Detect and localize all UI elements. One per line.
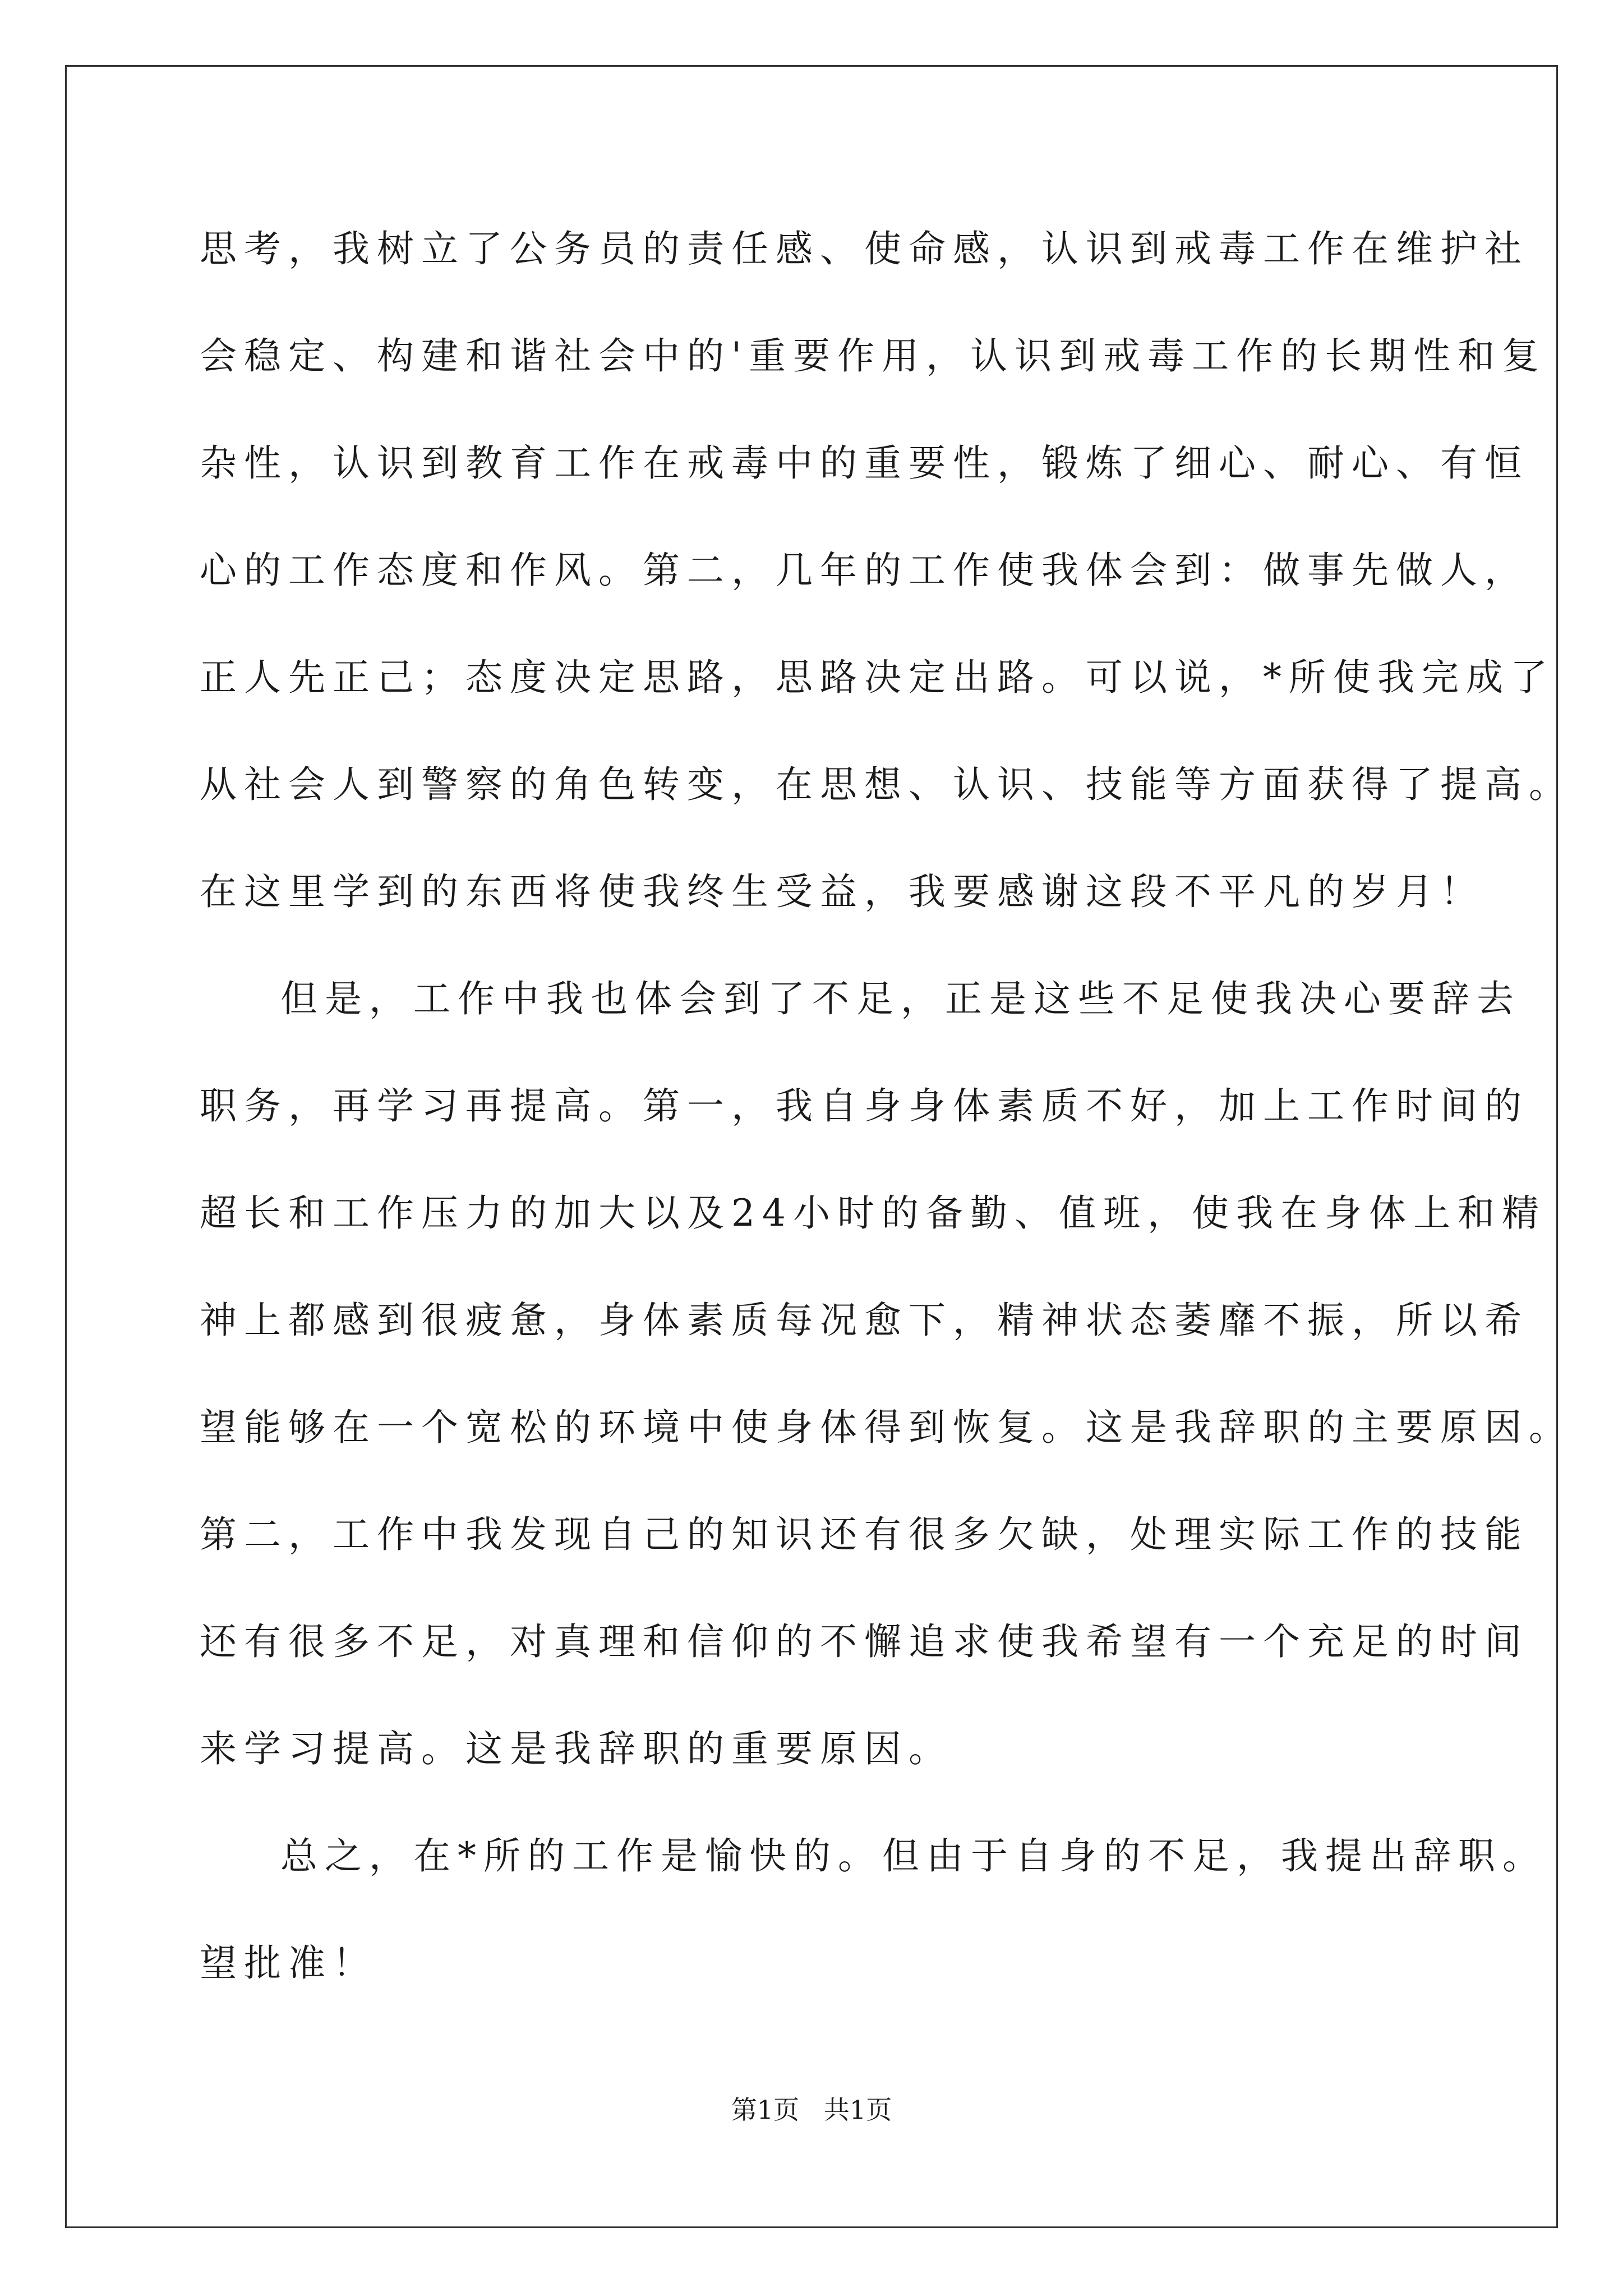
text-line-6: 从社会人到警察的角色转变，在思想、认识、技能等方面获得了提高。 <box>200 763 1573 806</box>
text-line-5: 正人先正己；态度决定思路，思路决定出路。可以说，*所使我完成了 <box>200 656 1555 699</box>
text-line-14: 还有很多不足，对真理和信仰的不懈追求使我希望有一个充足的时间 <box>200 1620 1529 1663</box>
page-number-footer: 第1页 共1页 <box>731 2095 892 2125</box>
text-line-8: 但是，工作中我也体会到了不足，正是这些不足使我决心要辞去 <box>280 977 1521 1020</box>
text-line-9: 职务，再学习再提高。第一，我自身身体素质不好，加上工作时间的 <box>200 1084 1529 1128</box>
text-line-10: 超长和工作压力的加大以及24小时的备勤、值班，使我在身体上和精 <box>200 1191 1546 1235</box>
text-line-3: 杂性，认识到教育工作在戒毒中的重要性，锻炼了细心、耐心、有恒 <box>200 441 1529 485</box>
text-line-11: 神上都感到很疲惫，身体素质每况愈下，精神状态萎靡不振，所以希 <box>200 1299 1529 1342</box>
text-line-13: 第二，工作中我发现自己的知识还有很多欠缺，处理实际工作的技能 <box>200 1513 1529 1556</box>
text-line-7: 在这里学到的东西将使我终生受益，我要感谢这段不平凡的岁月！ <box>200 870 1484 913</box>
text-line-17: 望批准！ <box>200 1941 377 1985</box>
page-border <box>65 65 1558 2228</box>
text-line-12: 望能够在一个宽松的环境中使身体得到恢复。这是我辞职的主要原因。 <box>200 1406 1573 1449</box>
text-line-1: 思考，我树立了公务员的责任感、使命感，认识到戒毒工作在维护社 <box>200 227 1529 270</box>
text-line-2: 会稳定、构建和谐社会中的'重要作用，认识到戒毒工作的长期性和复 <box>200 334 1547 378</box>
text-line-15: 来学习提高。这是我辞职的重要原因。 <box>200 1727 953 1770</box>
text-line-4: 心的工作态度和作风。第二，几年的工作使我体会到：做事先做人， <box>200 549 1529 592</box>
text-line-16: 总之，在*所的工作是愉快的。但由于自身的不足，我提出辞职。 <box>280 1834 1547 1878</box>
